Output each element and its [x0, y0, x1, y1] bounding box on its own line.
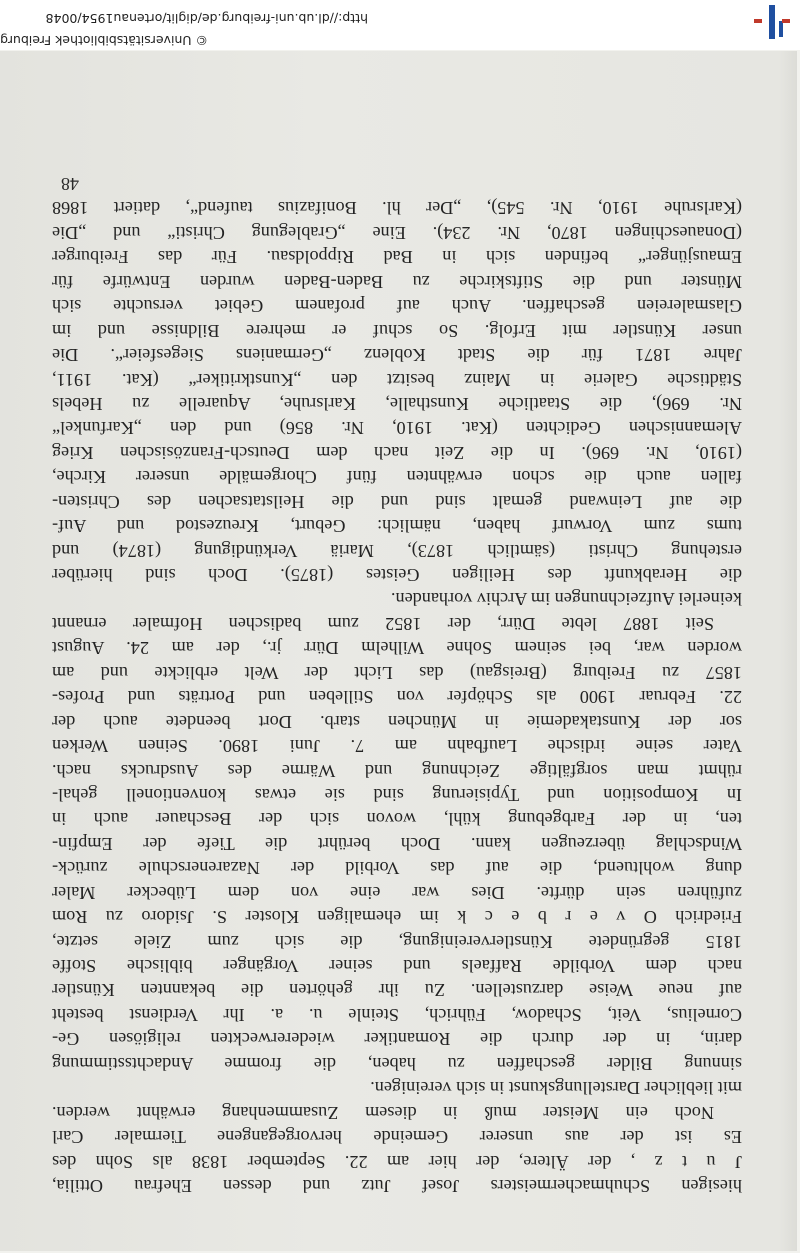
copyright-notice: © Universitätsbibliothek Freiburg: [0, 33, 208, 48]
text-line: worden war, bei seinem Sohne Wilhelm Dürr jr., der am 24. August: [52, 638, 742, 659]
text-line: Alemannischen Gedichten (Kat. 1910, Nr. 856) und den „Karfunkel“: [52, 418, 742, 439]
text-line: Jahre 1871 für die Stadt Koblenz „Germaniens Siegesfeier“. Die: [52, 345, 742, 366]
text-line: J u t z , der Ältere, der hier am 22. September 1838 als Sohn des: [52, 1151, 742, 1172]
text-line: keinerlei Aufzeichnungen im Archiv vorhanden.: [390, 589, 742, 610]
text-line: sor der Kunstakademie in München starb. Dort beendete auch der: [52, 711, 742, 732]
text-line: Vater seine irdische Laufbahn am 7. Juni 1890. Seinen Werken: [52, 736, 742, 757]
text-line: zuführen sein dürfte. Dies war eine von dem Lübecker Maler: [52, 882, 742, 903]
viewer-header: [0, 0, 800, 50]
text-line: 1857 zu Freiburg (Breisgau) das Licht der Welt erblickte und am: [52, 662, 742, 683]
text-line: rühmt man sorgfältige Zeichnung und Wärme des Ausdrucks nach.: [52, 760, 742, 781]
text-line: mit lieblicher Darstellungskunst in sich vereinigen.: [370, 1078, 742, 1099]
text-line: 1815 gegründete Künstlervereinigung, die sich zum Ziele setzte,: [52, 931, 742, 952]
text-line: sinnung Bilder geschaffen zu haben, die fromme Andachtsstimmung: [52, 1053, 742, 1074]
text-line: Friedrich O v e r b e c k im ehemaligen Kloster S. Jsidoro zu Rom: [52, 907, 742, 928]
text-line: Städtische Galerie in Mainz besitzt den „Kunstkritiker“ (Kat. 1911,: [52, 369, 742, 390]
text-line: dung wohltuend, die auf das Vorbild der Nazarenerschule zurück-: [52, 858, 742, 879]
ub-freiburg-logo-icon: [752, 5, 792, 39]
text-line: fallen auch die schon erwähnten fünf Chorgemälde unserer Kirche,: [52, 467, 742, 488]
text-line: Windschlag überzeugen kann. Doch berührt die Tiefe der Empfin-: [52, 833, 742, 854]
scanned-page: [0, 51, 797, 1251]
text-line: darin, in der durch die Romantiker wiedererweckten religiösen Ge-: [52, 1029, 742, 1050]
text-line: auf neue Weise darzustellen. Zu ihr gehörten die bekannten Künstler: [52, 980, 742, 1001]
text-line: die auf Leinwand gemalt sind und die Heilstatsachen des Christen-: [52, 491, 742, 512]
text-line: Seit 1887 lebte Dürr, der 1852 zum badischen Hofmaler ernannt: [52, 613, 714, 634]
text-line: die Herabkunft des Heiligen Geistes (1875). Doch sind hierüber: [52, 565, 742, 586]
text-line: (Donaueschingen 1870, Nr. 234). Eine „Grablegung Christi“ und „Die: [52, 222, 742, 243]
text-line: Nr. 696), die Staatliche Kunsthalle, Karlsruhe, Aquarelle zu Hebels: [52, 394, 742, 414]
text-line: Glasmalereien geschaffen. Auch auf profanem Gebiet versuchte sich: [52, 296, 742, 317]
text-line: Münster und die Stiftskirche zu Baden-Baden wurden Entwürfe für: [52, 271, 742, 292]
text-line: ten, in der Farbgebung kühl, wovon sich der Beschauer auch in: [52, 809, 742, 830]
text-line: Cornelius, Veit, Schadow, Führich, Steinle u. a. Ihr Verdienst besteht: [52, 1004, 742, 1025]
text-line: hiesigen Schuhmachermeisters Josef Jutz und dessen Ehefrau Ottilia,: [52, 1176, 742, 1196]
text-line: unser Künstler mit Erfolg. So schuf er mehrere Bildnisse und im: [52, 320, 742, 341]
text-line: 22. Februar 1900 als Schöpfer von Stilleben und Porträts und Profes-: [52, 687, 742, 708]
text-line: nach dem Vorbilde Raffaels und seiner Vorgänger biblische Stoffe: [52, 956, 742, 977]
page-number: 48: [61, 174, 79, 194]
text-line: Noch ein Meister muß in diesem Zusammenhang erwähnt werden.: [52, 1102, 714, 1123]
text-line: (Karlsruhe 1910, Nr. 545), „Der hl. Bonifazius taufend“, datiert 1868: [52, 198, 742, 219]
text-line: Emausjünger“ befinden sich in Bad Rippoldsau. Für das Freiburger: [52, 247, 742, 268]
document-url[interactable]: http://dl.ub.uni-freiburg.de/diglit/ortenau1954/0048: [45, 11, 368, 26]
text-line: tums zum Vorwurf haben, nämlich: Geburt, Kreuzestod und Auf-: [52, 516, 742, 537]
text-line: (1910, Nr. 696). In die Zeit nach dem Deutsch-Französischen Krieg: [52, 442, 742, 463]
text-line: In Komposition und Typisierung sind sie etwas konventionell gehal-: [52, 785, 742, 805]
page-body-text: [52, 196, 742, 1198]
text-line: Es ist der aus unserer Gemeinde hervorgegangene Tiermaler Carl: [52, 1127, 742, 1148]
text-line: erstehung Christi (sämtlich 1873), Mariä Verkündigung (1874) und: [52, 540, 742, 561]
